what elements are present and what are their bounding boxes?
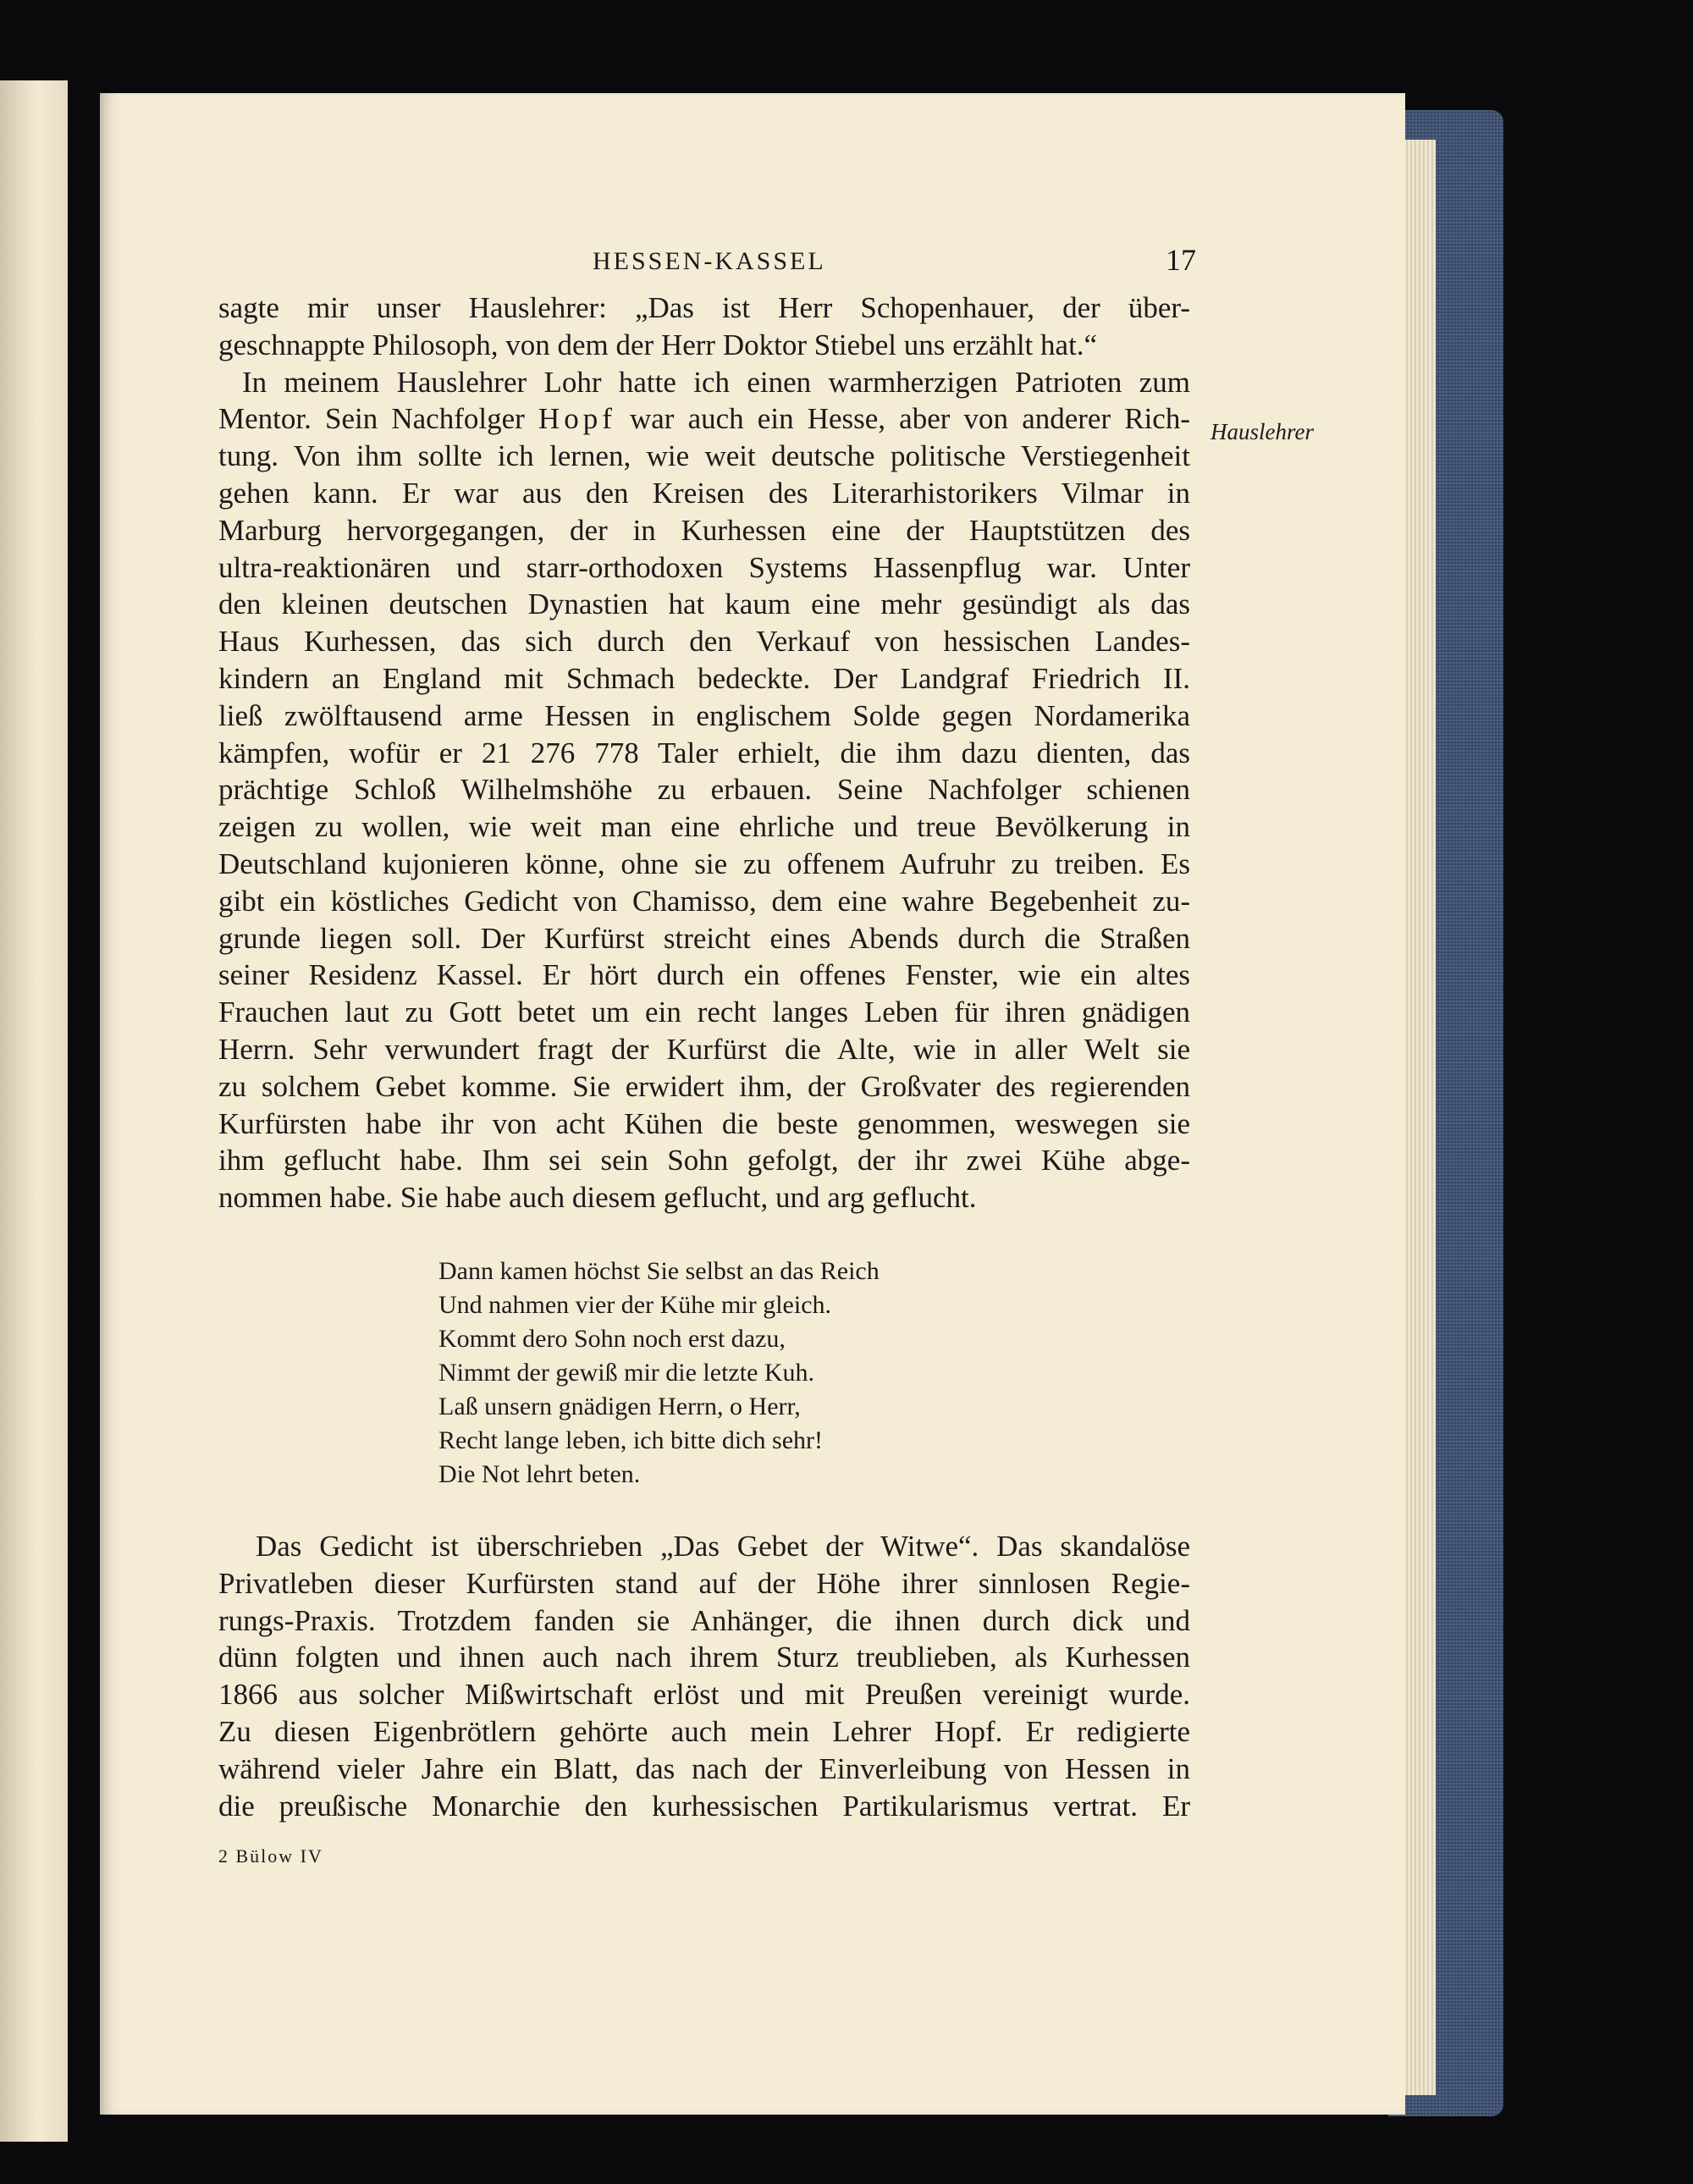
paragraph-2-line: Frauchen laut zu Gott betet um ein recht langes Leben für ihren gnädigen [218,995,1190,1029]
main-text [218,290,1190,1216]
running-head: HESSEN-KASSEL [593,247,826,275]
paragraph-2-line: ihm geflucht habe. Ihm sei sein Sohn gefolgt, der ihr zwei Kühe abge- [218,1144,1190,1177]
poem-line: Laß unsern gnädigen Herrn, o Herr, [438,1393,801,1420]
paragraph-3-line: Zu diesen Eigenbrötlern gehörte auch mein Lehrer Hopf. Er redigierte [218,1714,1190,1748]
paragraph-3-line: dünn folgten und ihnen auch nach ihrem Sturz treublieben, als Kurhessen [218,1641,1190,1674]
paragraph-2-line: gehen kann. Er war aus den Kreisen des Literarhistorikers Vilmar in [218,476,1190,510]
poem-line: Recht lange leben, ich bitte dich sehr! [438,1426,823,1454]
paragraph-3-line: die preußische Monarchie den kurhessischen Partikularismus vertrat. Er [218,1789,1190,1823]
paragraph-2-line-1: In meinem Hauslehrer Lohr hatte ich einen warmherzigen Patrioten zum [242,365,1190,399]
paragraph-3-line: 1866 aus solcher Mißwirtschaft erlöst und mit Preußen vereinigt wurde. [218,1678,1190,1712]
paragraph-2-line: prächtige Schloß Wilhelmshöhe zu erbauen. Seine Nachfolger schienen [218,773,1190,807]
paragraph-2-line: zu solchem Gebet komme. Sie erwidert ihm, der Großvater des regierenden [218,1069,1190,1103]
paragraph-2-line: gibt ein köstliches Gedicht von Chamisso, dem eine wahre Begebenheit zu- [218,884,1190,918]
poem-line: Und nahmen vier der Kühe mir gleich. [438,1291,832,1319]
paragraph-2-line: grunde liegen soll. Der Kurfürst streicht eines Abends durch die Straßen [218,921,1190,955]
paragraph-2-line: den kleinen deutschen Dynastien hat kaum eine mehr gesündigt als das [218,587,1190,621]
paragraph-3-line: während vieler Jahre ein Blatt, das nach der Einverleibung von Hessen in [218,1751,1190,1785]
paragraph-2-line: ultra-reaktionären und starr-orthodoxen Systems Hassenpflug war. Unter [218,550,1190,584]
name-hopf-spaced: Hopf [538,402,616,436]
margin-note: Hauslehrer [1210,419,1314,444]
text-span: war auch ein Hesse, aber von anderer Rich- [615,402,1191,436]
poem-line: Kommt dero Sohn noch erst dazu, [438,1325,786,1353]
paragraph-2-line: seiner Residenz Kassel. Er hört durch ein offenes Fenster, wie ein altes [218,958,1190,992]
paragraph-2-line: Kurfürsten habe ihr von acht Kühen die beste genommen, weswegen sie [218,1106,1190,1140]
paragraph-2-line: Deutschland kujonieren könne, ohne sie zu offenem Aufruhr zu treiben. Es [218,847,1190,880]
paragraph-1-line-2: geschnappte Philosoph, von dem der Herr Doktor Stiebel uns erzählt hat.“ [218,328,1098,361]
paragraph-3-line: Das Gedicht ist überschrieben „Das Gebet der Witwe“. Das skandalöse [256,1530,1190,1563]
text-span: Mentor. Sein Nachfolger [218,402,538,436]
paragraph-3-line: rungs-Praxis. Trotzdem fanden sie Anhänger, die ihnen durch dick und [218,1603,1190,1637]
poem-line: Dann kamen höchst Sie selbst an das Reich [438,1257,880,1285]
paragraph-3-line: Privatleben dieser Kurfürsten stand auf der Höhe ihrer sinnlosen Regie- [218,1566,1190,1600]
paragraph-2-line: Herrn. Sehr verwundert fragt der Kurfürst die Alte, wie in aller Welt sie [218,1032,1190,1066]
printer-signature: 2 Bülow IV [218,1845,323,1867]
poem-line: Die Not lehrt beten. [438,1460,641,1488]
page-number: 17 [1166,243,1196,277]
poem-line: Nimmt der gewiß mir die letzte Kuh. [438,1359,815,1387]
left-page-edge [0,80,68,2142]
paragraph-2-line-2 [218,400,1190,438]
main-text-continued [218,1528,1190,1824]
paragraph-2-line: tung. Von ihm sollte ich lernen, wie weit deutsche politische Verstiegenheit [218,439,1190,473]
poem-block [438,1255,880,1492]
paragraph-2-line: kämpfen, wofür er 21 276 778 Taler erhielt, die ihm dazu dienten, das [218,736,1190,769]
paragraph-2-line: Marburg hervorgegangen, der in Kurhessen eine der Hauptstützen des [218,513,1190,547]
paragraph-1-line-1: sagte mir unser Hauslehrer: „Das ist Herr Schopenhauer, der über- [218,291,1190,324]
paragraph-2-line: kindern an England mit Schmach bedeckte. Der Landgraf Friedrich II. [218,661,1190,695]
paragraph-2-line: Haus Kurhessen, das sich durch den Verkauf von hessischen Landes- [218,625,1190,659]
paragraph-2-line: zeigen zu wollen, wie weit man eine ehrliche und treue Bevölkerung in [218,810,1190,844]
paragraph-2-line: ließ zwölftausend arme Hessen in englischem Solde gegen Nordamerika [218,698,1190,732]
paragraph-2-line: nommen habe. Sie habe auch diesem geflucht, und arg geflucht. [218,1181,977,1215]
